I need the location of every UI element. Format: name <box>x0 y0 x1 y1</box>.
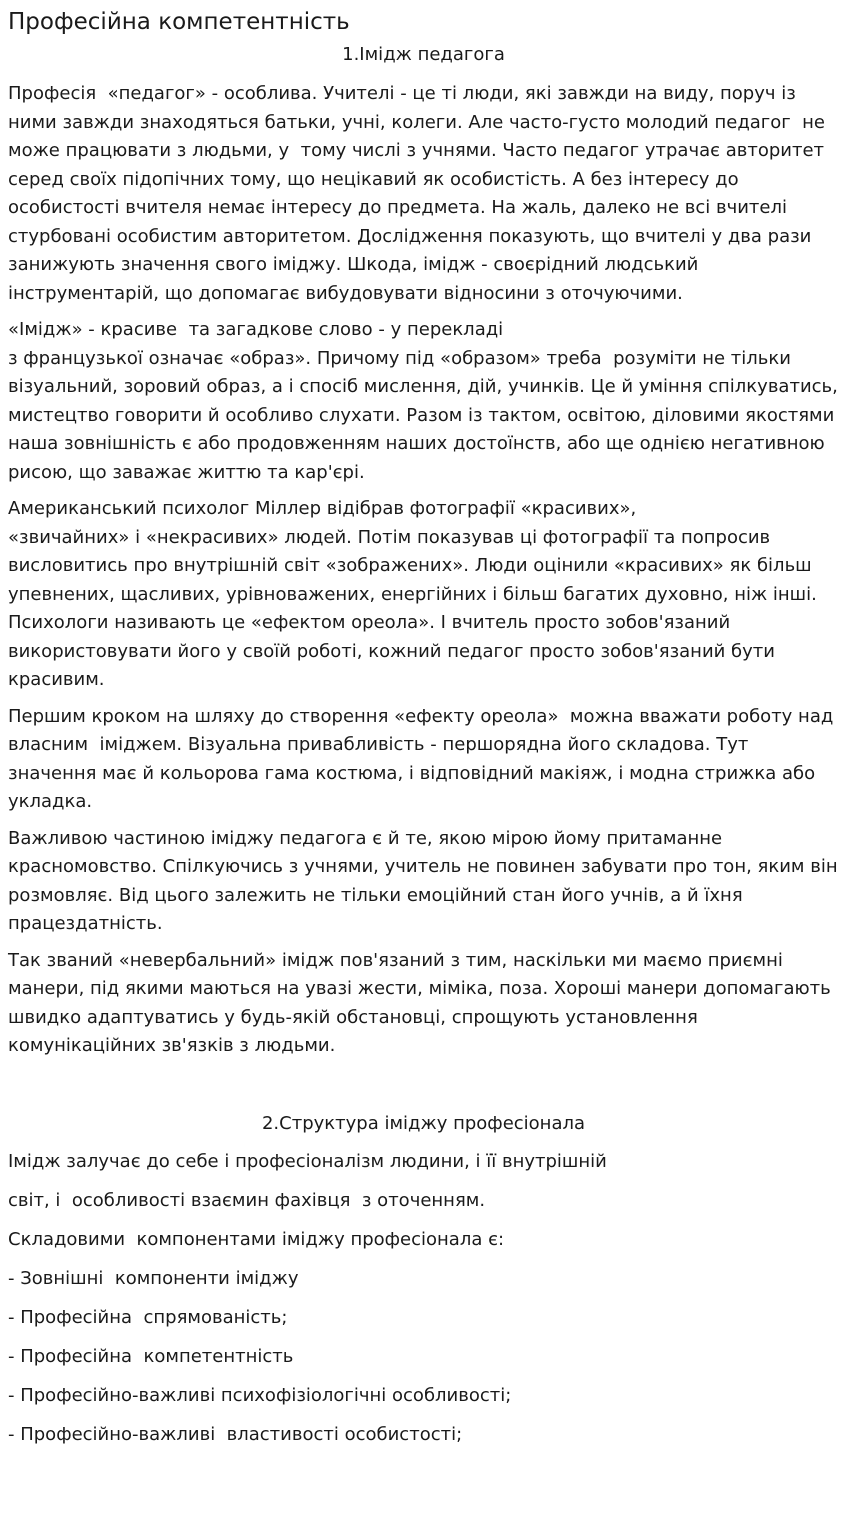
list-item: - Професійна спрямованість; <box>8 1306 288 1328</box>
text-line: світ, і особливості взаємин фахівця з оточенням. <box>8 1189 486 1211</box>
paragraph: Професія «педагог» - особлива. Учителі - це ті люди, які завжди на виду, поруч із ними завжди знаходяться батьки, учні, колеги. Але часто-густо молодий педагог не може працювати з людьми, у тому числі з учнями. Часто педагог утрачає авторитет серед своїх підопічних тому, що нецікавий як особистість. А без інтересу до особистості вчителя немає інтересу до предмета. На жаль, далеко не всі вчителі стурбовані особистим авторитетом. Дослідження показують, що вчителі у два рази занижують значення свого іміджу. Шкода, імідж - своєрідний людський інструментарій, що допомагає вибудовувати відносини з оточуючими. <box>8 83 831 304</box>
paragraph: «Імідж» - красиве та загадкове слово - у перекладі з французької означає «образ». Причому під «образом» треба розуміти не тільки візуальний, зоровий образ, а і спосіб мислення, дій, учинків. Це й уміння спілкуватись, мистецтво говорити й особливо слухати. Разом із тактом, освітою, діловими якостями наша зовнішність є або продовженням наших достоїнств, або ще однією негативною рисою, що заважає життю та кар'єрі. <box>8 319 838 483</box>
section-2-heading: 2.Структура іміджу професіонала <box>261 1112 586 1134</box>
paragraph: Першим кроком на шляху до створення «ефекту ореола» можна вважати роботу над власним іміджем. Візуальна привабливість - першорядна його складова. Тут значення має й кольорова гама костюма, і відповідний макіяж, і модна стрижка або укладка. <box>8 705 840 812</box>
section-1-heading: 1.Імідж педагога <box>342 44 505 65</box>
section-image-of-teacher <box>8 42 844 1061</box>
list-item: - Професійна компетентність <box>8 1345 294 1367</box>
paragraph: Важливою частиною іміджу педагога є й те, якою мірою йому притаманне красномовство. Спілкуючись з учнями, учитель не повинен забувати про тон, яким він розмовляє. Від цього залежить не тільки емоційний стан його учнів, а й їхня працездатність. <box>8 827 844 934</box>
text-line: Складовими компонентами іміджу професіонала є: <box>8 1228 505 1250</box>
list-item: - Професійно-важливі властивості особистості; <box>8 1423 463 1445</box>
document-title: Професійна компетентність <box>8 9 350 35</box>
section-image-structure <box>8 1111 839 1448</box>
list-item: - Зовнішні компоненти іміджу <box>8 1267 299 1289</box>
section-spacer <box>8 1069 839 1111</box>
list-item: - Професійно-важливі психофізіологічні особливості; <box>8 1384 512 1406</box>
paragraph: Так званий «невербальний» імідж пов'язаний з тим, наскільки ми маємо приємні манери, під якими маються на увазі жести, міміка, поза. Хороші манери допомагають швидко адаптуватись у будь-якій обстановці, спрощують установлення комунікаційних зв'язків з людьми. <box>8 949 837 1056</box>
text-line: Імідж залучає до себе і професіоналізм людини, і її внутрішній <box>8 1150 607 1172</box>
paragraph: Американський психолог Міллер відібрав фотографії «красивих», «звичайних» і «некрасивих» людей. Потім показував ці фотографії та попросив висловитись про внутрішній світ «зображених». Люди оцінили «красивих» як більш упевнених, щасливих, урівноважених, енергійних і більш багатих духовно, ніж інші. Психологи називають це «ефектом ореола». І вчитель просто зобов'язаний використовувати його у своїй роботі, кожний педагог просто зобов'язаний бути красивим. <box>8 498 817 690</box>
